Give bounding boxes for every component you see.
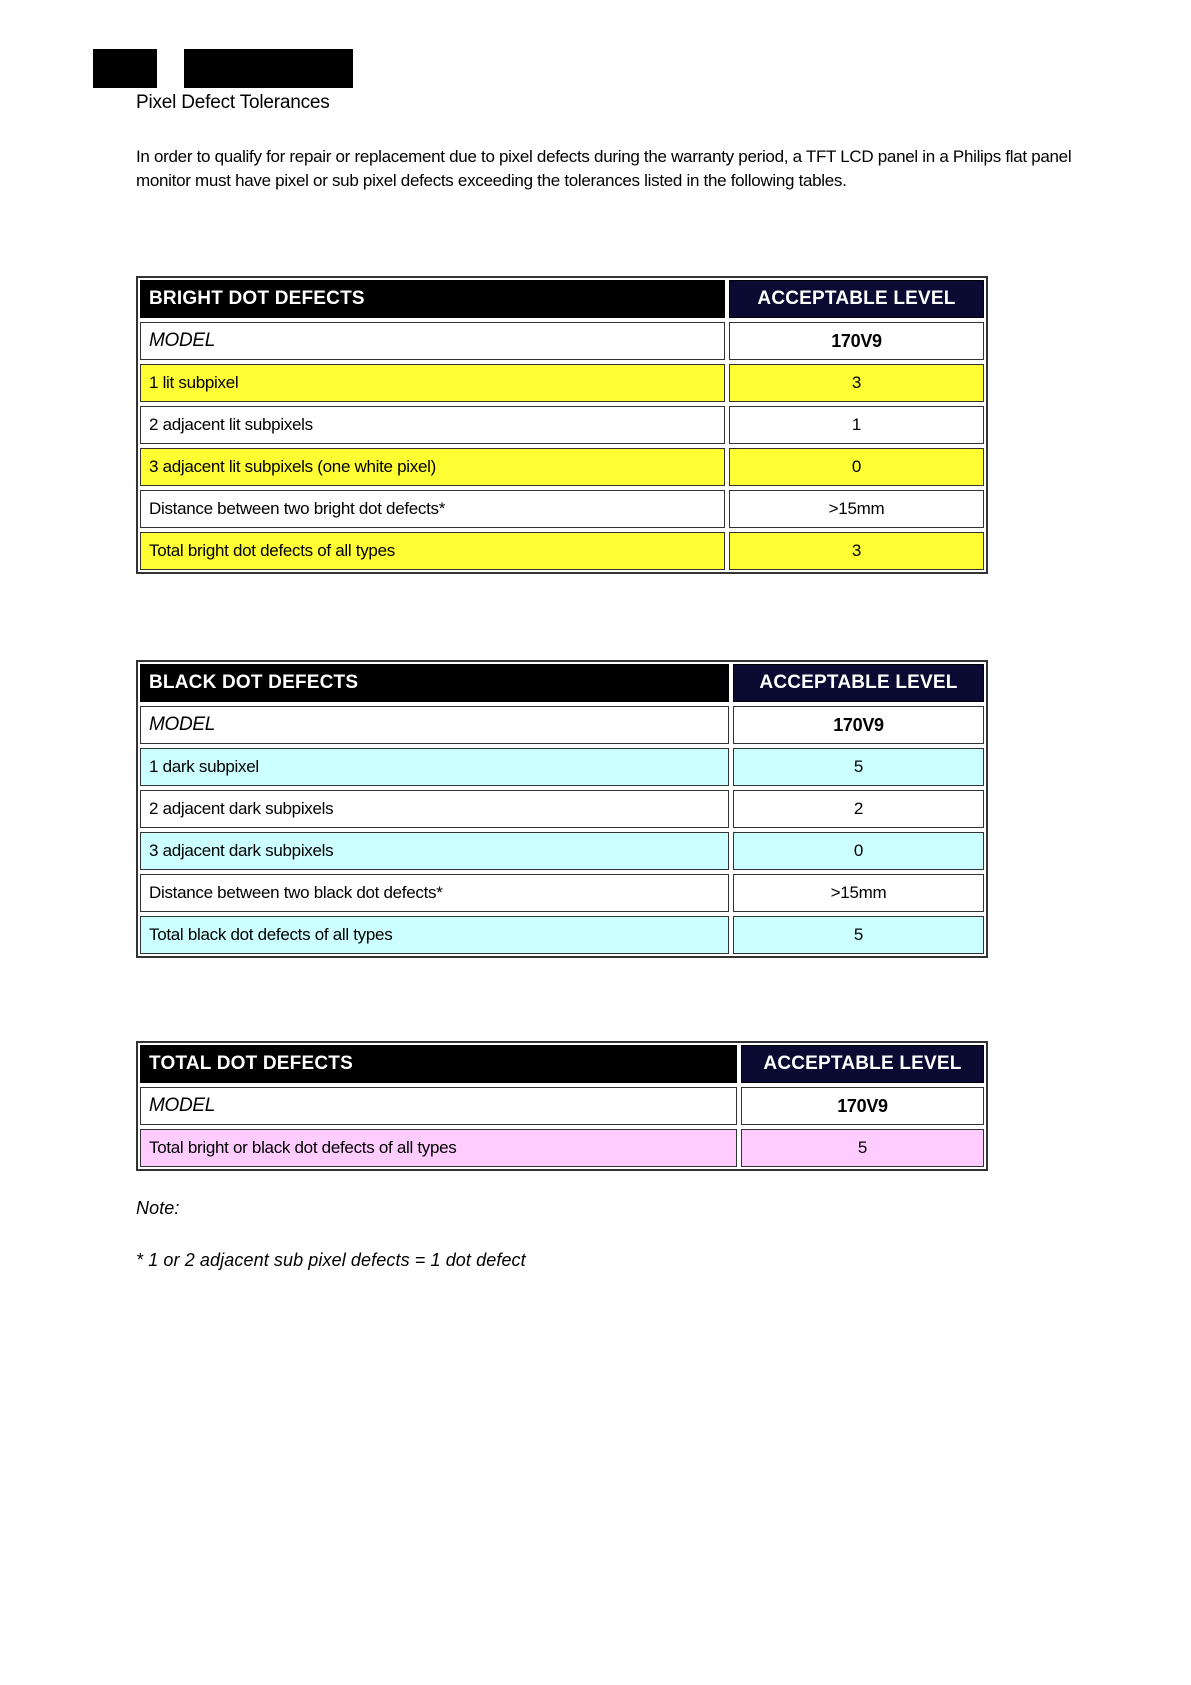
level-header: ACCEPTABLE LEVEL [733, 664, 984, 702]
table-row [140, 832, 984, 870]
note-label: Note: [136, 1198, 180, 1218]
defect-value: 3 [729, 364, 984, 402]
table-header-row [140, 1045, 984, 1083]
table-row [140, 364, 984, 402]
note-text: * 1 or 2 adjacent sub pixel defects = 1 dot defect [136, 1250, 526, 1270]
model-value: 170V9 [741, 1087, 984, 1125]
model-label: MODEL [140, 1087, 737, 1125]
defect-label: Distance between two black dot defects* [140, 874, 729, 912]
defect-value: >15mm [729, 490, 984, 528]
table-row [140, 448, 984, 486]
redaction-block [184, 49, 353, 88]
model-value: 170V9 [733, 706, 984, 744]
table-row [140, 916, 984, 954]
table-row [140, 748, 984, 786]
defect-label: 2 adjacent dark subpixels [140, 790, 729, 828]
defect-value: 5 [733, 748, 984, 786]
model-row [140, 1087, 984, 1125]
defect-value: 3 [729, 532, 984, 570]
total-dot-defects-table [136, 1041, 988, 1171]
model-label: MODEL [140, 706, 729, 744]
defect-value: 2 [733, 790, 984, 828]
table-row [140, 1129, 984, 1167]
level-header: ACCEPTABLE LEVEL [729, 280, 984, 318]
defect-label: Total bright dot defects of all types [140, 532, 725, 570]
defect-label: Total bright or black dot defects of all types [140, 1129, 737, 1167]
table-header-row [140, 280, 984, 318]
table-row [140, 790, 984, 828]
table-row [140, 406, 984, 444]
table-row [140, 532, 984, 570]
bright-dot-defects-table [136, 276, 988, 574]
defect-label: Total black dot defects of all types [140, 916, 729, 954]
black-dot-defects-table [136, 660, 988, 958]
model-value: 170V9 [729, 322, 984, 360]
table-header: BRIGHT DOT DEFECTS [140, 280, 725, 318]
defect-value: 0 [733, 832, 984, 870]
defect-label: 3 adjacent lit subpixels (one white pixel) [140, 448, 725, 486]
table-header: TOTAL DOT DEFECTS [140, 1045, 737, 1083]
table-row [140, 490, 984, 528]
defect-value: 5 [741, 1129, 984, 1167]
defect-label: 1 dark subpixel [140, 748, 729, 786]
defect-value: >15mm [733, 874, 984, 912]
defect-label: 3 adjacent dark subpixels [140, 832, 729, 870]
model-row [140, 322, 984, 360]
defect-label: 1 lit subpixel [140, 364, 725, 402]
model-label: MODEL [140, 322, 725, 360]
defect-label: 2 adjacent lit subpixels [140, 406, 725, 444]
defect-value: 5 [733, 916, 984, 954]
intro-paragraph: In order to qualify for repair or replacement due to pixel defects during the warranty period, a TFT LCD panel in a Philips flat panel monitor must have pixel or sub pixel defects exceeding the tolerances listed in the following tables. [136, 147, 1072, 190]
page-title: Pixel Defect Tolerances [136, 92, 330, 113]
level-header: ACCEPTABLE LEVEL [741, 1045, 984, 1083]
model-row [140, 706, 984, 744]
defect-value: 1 [729, 406, 984, 444]
table-header: BLACK DOT DEFECTS [140, 664, 729, 702]
table-header-row [140, 664, 984, 702]
defect-label: Distance between two bright dot defects* [140, 490, 725, 528]
redaction-block [93, 49, 157, 88]
table-row [140, 874, 984, 912]
defect-value: 0 [729, 448, 984, 486]
